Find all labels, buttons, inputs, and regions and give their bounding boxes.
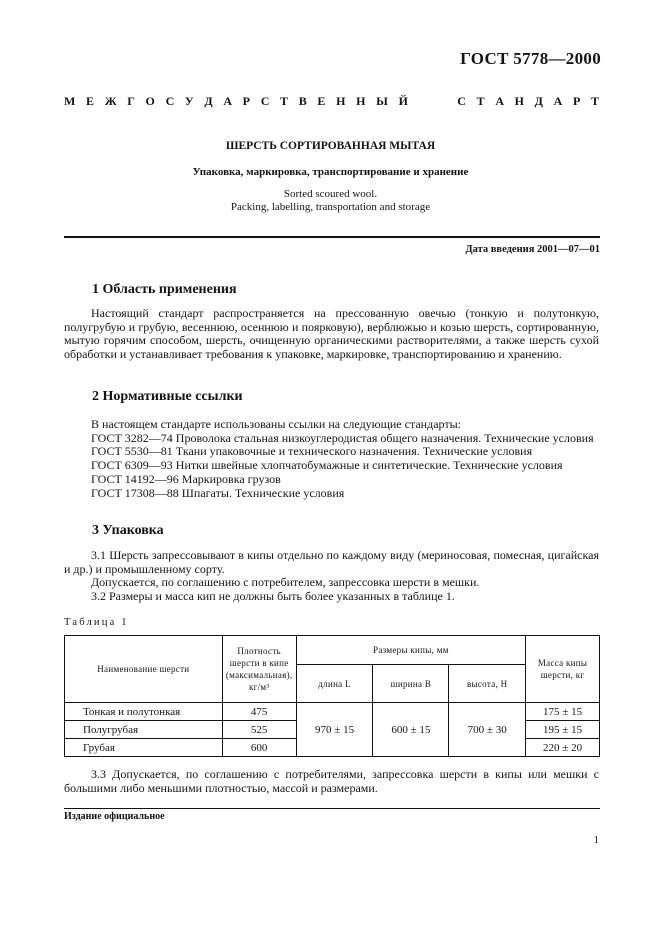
banner-letter: А: [553, 94, 563, 108]
wool-name: Тонкая и полутонкая: [65, 703, 223, 721]
density-value: 525: [222, 721, 296, 739]
banner-letter: В: [298, 94, 307, 108]
header-mass-line: Масса кипы: [537, 658, 588, 668]
reference-item: ГОСТ 17308—88 Шпагаты. Технические условия: [91, 485, 345, 500]
header-width: ширина B: [373, 665, 449, 703]
page-number: 1: [593, 834, 599, 846]
header-bale-size: Размеры кипы, мм: [296, 636, 525, 665]
length-value: 970 ± 15: [296, 703, 373, 757]
banner-letter: Т: [476, 94, 485, 108]
clause-3-2: 3.2 Размеры и масса кип не должны быть более указанных в таблице 1.: [91, 589, 455, 604]
section-3-heading: 3 Упаковка: [92, 523, 164, 538]
clause-3-3: 3.3 Допускается, по соглашению с потребителями, запрессовка шерсти в кипы или мешки с большими либо меньшими плотностью, массой и размерами.: [64, 767, 599, 795]
reference-item: ГОСТ 3282—74 Проволока стальная низкоуглеродистая общего назначения. Технические условия: [91, 430, 594, 445]
header-mass-line: шерсти, кг: [540, 670, 585, 680]
banner-letter: С: [260, 94, 270, 108]
english-title: [0, 188, 661, 214]
banner-letter: Ж: [104, 94, 117, 108]
width-value: 600 ± 15: [373, 703, 449, 757]
table-row: [65, 703, 600, 721]
standard-type-banner: [64, 94, 599, 109]
english-title-line: Sorted scoured wool.: [283, 188, 378, 200]
banner-letter: С: [457, 94, 466, 108]
banner-letter: Н: [514, 94, 524, 108]
banner-letter: М: [64, 94, 76, 108]
document-number: ГОСТ 5778—2000: [460, 49, 601, 68]
section-3-text: [64, 549, 599, 604]
header-length: длина L: [296, 665, 373, 703]
document-subtitle: Упаковка, маркировка, транспортирование и хранение: [192, 166, 469, 178]
wool-name: Грубая: [65, 739, 223, 757]
banner-letter: Д: [204, 94, 213, 108]
banner-letter: С: [165, 94, 175, 108]
banner-letter: Й: [398, 94, 408, 108]
reference-item: ГОСТ 14192—96 Маркировка грузов: [91, 471, 281, 486]
mass-value: 195 ± 15: [526, 721, 600, 739]
header-density-line: (максимальная),: [225, 670, 293, 680]
section-1-heading: 1 Область применения: [92, 282, 237, 297]
header-density-line: кг/м³: [248, 682, 270, 692]
banner-letter: У: [184, 94, 194, 108]
english-title-line: Packing, labelling, transportation and storage: [230, 201, 431, 213]
banner-letter: А: [495, 94, 504, 108]
height-value: 700 ± 30: [449, 703, 526, 757]
section-1-text: Настоящий стандарт распространяется на прессованную овечью (тонкую и полутонкую, полугрубую и грубую, весеннюю, осеннюю и поярковую), верблюжью и козью шерсть, сортированную, мытую горячим способом, шерсть, очищенную органическими растворителями, а также шерсть сухой обработки и устанавливает требования к упаковке, маркировке, транспортированию и хранению.: [64, 306, 599, 362]
references-intro: В настоящем стандарте использованы ссылки на следующие стандарты:: [91, 417, 462, 431]
banner-letter: Ы: [376, 94, 388, 108]
introduction-date: Дата введения 2001—07—01: [465, 244, 600, 255]
banner-letter: А: [223, 94, 232, 108]
banner-letter: Р: [242, 94, 251, 108]
table-caption: Таблица 1: [64, 617, 129, 628]
header-divider: [64, 236, 600, 238]
mass-value: 175 ± 15: [526, 703, 600, 721]
clause-3-1-note: Допускается, по соглашению с потребителем, запрессовка шерсти в мешки.: [91, 575, 480, 590]
banner-letter: Д: [534, 94, 543, 108]
density-value: 475: [222, 703, 296, 721]
banner-gap: [419, 94, 447, 109]
banner-letter: Т: [590, 94, 599, 108]
mass-value: 220 ± 20: [526, 739, 600, 757]
banner-letter: О: [145, 94, 155, 108]
edition-label: Издание официальное: [64, 811, 165, 822]
banner-letter: Е: [317, 94, 326, 108]
header-height: высота, H: [449, 665, 526, 703]
section-2-heading: 2 Нормативные ссылки: [92, 389, 243, 404]
banner-letter: Н: [356, 94, 366, 108]
banner-letter: Г: [127, 94, 135, 108]
header-wool-name: Наименование шерсти: [65, 636, 223, 703]
header-density-line: Плотность: [237, 646, 281, 656]
banner-letter: Е: [86, 94, 95, 108]
clause-3-1: 3.1 Шерсть запрессовывают в кипы отдельно по каждому виду (мериносовая, помесная, цигайская и др.) и промышленному сорту.: [64, 548, 599, 576]
header-bale-mass: [526, 636, 600, 703]
reference-item: ГОСТ 5530—81 Ткани упаковочные и технического назначения. Технические условия: [91, 444, 533, 459]
header-density: [222, 636, 296, 703]
document-title: ШЕРСТЬ СОРТИРОВАННАЯ МЫТАЯ: [225, 140, 436, 152]
reference-item: ГОСТ 6309—93 Нитки швейные хлопчатобумажные и синтетические. Технические условия: [91, 458, 563, 473]
bale-dimensions-table: [64, 635, 600, 757]
banner-letter: Н: [336, 94, 346, 108]
wool-name: Полугрубая: [65, 721, 223, 739]
footer-divider: [64, 808, 600, 809]
banner-letter: Т: [280, 94, 289, 108]
references-block: [64, 418, 599, 500]
header-density-line: шерсти в кипе: [229, 658, 289, 668]
banner-letter: Р: [572, 94, 581, 108]
density-value: 600: [222, 739, 296, 757]
